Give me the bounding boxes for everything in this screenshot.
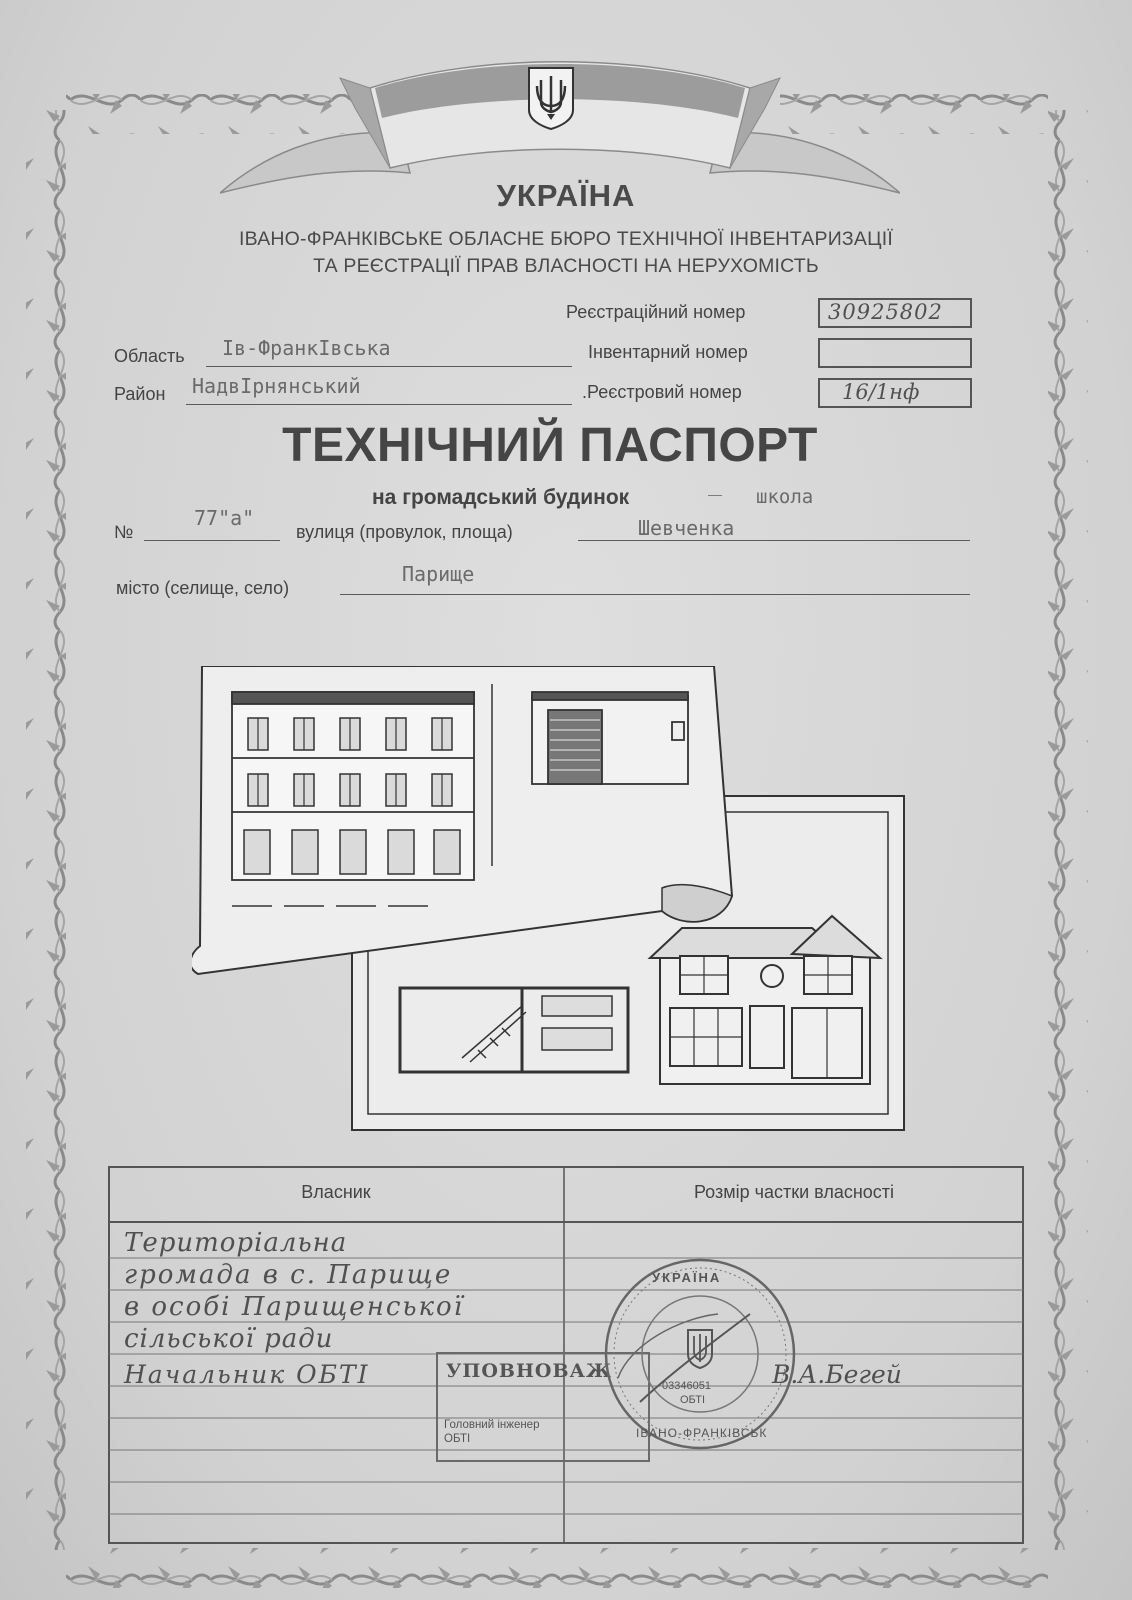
share-column-header: Розмір частки власності	[693, 1182, 895, 1202]
registration-number-value: 30925802	[828, 300, 943, 324]
building-type-value: школа	[756, 486, 814, 508]
registry-number-box	[818, 378, 972, 408]
owner-line-3: в особі Парищенської	[124, 1292, 465, 1322]
seal-code: 03346051	[662, 1380, 711, 1392]
owner-line-1: Територіальна	[124, 1228, 348, 1258]
oblast-label: Область	[114, 346, 185, 366]
authorization-stamp-person: Головний інженер ОБТІ	[444, 1419, 540, 1446]
inventory-number-box	[818, 338, 972, 368]
inventory-number-label: Інвентарний номер	[588, 342, 748, 362]
oblast-value: Ів-ФранкІвська	[222, 336, 391, 360]
signer-title: Начальник ОБТІ	[124, 1360, 370, 1389]
house-number-value: 77"а"	[194, 506, 255, 530]
document-subtitle: на громадський будинок	[372, 486, 630, 509]
street-label: вулиця (провулок, площа)	[296, 522, 513, 542]
owner-column-header: Власник	[301, 1182, 371, 1202]
raion-underline	[186, 404, 572, 405]
subtitle-dash: —	[708, 486, 722, 502]
city-underline	[340, 594, 970, 595]
country-title: УКРАЇНА	[496, 178, 636, 213]
seal-top-text: УКРАЇНА	[652, 1270, 722, 1285]
bureau-name-line2: ТА РЕЄСТРАЦІЇ ПРАВ ВЛАСНОСТІ НА НЕРУХОМІСТЬ	[313, 255, 819, 277]
raion-value: НадвІрнянський	[192, 374, 361, 398]
authorization-stamp-label: УПОВНОВАЖ	[446, 1360, 612, 1382]
registration-number-box	[818, 298, 972, 328]
owner-line-4: сільської ради	[124, 1324, 334, 1354]
seal-bottom-text: ІВАНО-ФРАНКІВСЬК	[636, 1426, 768, 1440]
building-drawing-illustration	[192, 666, 918, 1136]
signer-name: В.А.Бегей	[772, 1360, 902, 1389]
registry-number-label-text: Реєстровий номер	[587, 382, 742, 402]
registration-number-label: Реєстраційний номер	[566, 302, 746, 322]
raion-label: Район	[114, 384, 166, 404]
oblast-underline	[206, 366, 572, 367]
city-value: Парище	[402, 562, 475, 586]
bureau-name-line1: ІВАНО-ФРАНКІВСЬКЕ ОБЛАСНЕ БЮРО ТЕХНІЧНОЇ ІНВЕНТАРИЗАЦІЇ	[239, 228, 893, 250]
house-number-label: №	[114, 522, 134, 542]
registry-number-label: .Реєстровий номер	[582, 382, 742, 402]
street-underline	[578, 540, 970, 541]
seal-obti: ОБТІ	[680, 1394, 706, 1406]
document-title: ТЕХНІЧНИЙ ПАСПОРТ	[282, 419, 818, 472]
street-value: Шевченка	[638, 516, 735, 540]
owner-line-2: громада в с. Парище	[124, 1260, 453, 1290]
city-label: місто (селище, село)	[116, 578, 290, 598]
trident-icon	[527, 66, 575, 130]
registry-number-value: 16/1нф	[842, 380, 920, 404]
house-number-underline	[144, 540, 280, 541]
